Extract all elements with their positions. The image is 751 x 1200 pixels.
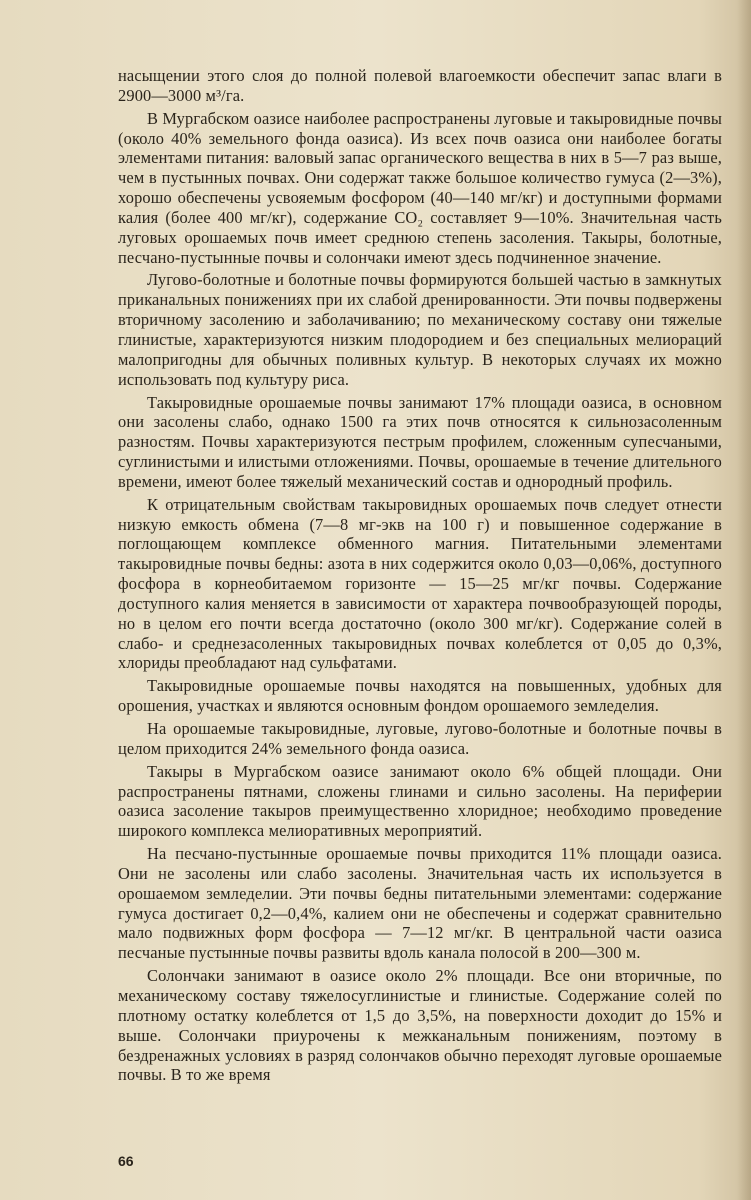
paragraph-9: На песчано-пустынные орошаемые почвы приходится 11% площади оазиса. Они не засолены или слабо засолены. Значительная часть их используется в орошаемом земледелии. Эти почвы бедны питательными элементами: содержание гумуса достигает 0,2—0,4%, калием они не обеспечены и содержат сравнительно мало подвижных форм фосфора — 7—12 мг/кг. В центральной части оазиса песчаные пустынные почвы развиты вдоль канала полосой в 200—300 м. bbox=[118, 844, 722, 963]
paragraph-6: Такыровидные орошаемые почвы находятся на повышенных, удобных для орошения, участках и являются основным фондом орошаемого земледелия. bbox=[118, 676, 722, 716]
page-edge-shadow bbox=[737, 0, 751, 1200]
paragraph-8: Такыры в Мургабском оазисе занимают около 6% общей площади. Они распространены пятнами, сложены глинами и сильно засолены. На периферии оазиса засоление такыров преимущественно хлоридное; необходимо проведение широкого комплекса мелиоративных мероприятий. bbox=[118, 761, 722, 841]
paragraph-7: На орошаемые такыровидные, луговые, лугово-болотные и болотные почвы в целом приходится 24% земельного фонда оазиса. bbox=[118, 719, 722, 758]
paragraph-3: Лугово-болотные и болотные почвы формируются большей частью в замкнутых приканальных понижениях при их слабой дренированности. Эти почвы подвержены вторичному засолению и заболачиванию; по механическому составу они тяжелые глинистые, характеризуются низким плодородием и без специальных мелиораций малопригодны для обычных поливных культур. В некоторых случаях их можно использовать под культуру риса. bbox=[118, 270, 722, 389]
paragraph-2: В Мургабском оазисе наиболее распространены луговые и такыровидные почвы (около 40% земельного фонда оазиса). Из всех почв оазиса они наиболее богаты элементами питания: валовый запас органического вещества в них в 5—7 раз выше, чем в пустынных почвах. Они содержат также большое количество гумуса (2—3%), хорошо обеспечены усвояемым фосфором (40—140 мг/кг) и доступными формами калия (более 400 мг/кг), содержание CO₂ составляет 9—10%. Значительная часть луговых орошаемых почв имеет среднюю степень засоления. Такыры, болотные, песчано-пустынные почвы и солончаки имеют здесь подчиненное значение. bbox=[118, 108, 722, 267]
paragraph-5: К отрицательным свойствам такыровидных орошаемых почв следует отнести низкую емкость обмена (7—8 мг-экв на 100 г) и повышенное содержание в поглощающем комплексе обменного магния. Питательными элементами такыровидные почвы бедны: азота в них содержится около 0,03—0,06%, доступного фосфора в корнеобитаемом горизонте — 15—25 мг/кг почвы. Содержание доступного калия меняется в зависимости от характера почвообразующей породы, но в целом его почти всегда достаточно (около 300 мг/кг). Содержание солей в слабо- и среднезасоленных такыровидных почвах колеблется от 0,05 до 0,3%, хлориды преобладают над сульфатами. bbox=[118, 494, 722, 673]
paragraph-10: Солончаки занимают в оазисе около 2% площади. Все они вторичные, по механическому составу тяжелосуглинистые и глинистые. Содержание солей по плотному остатку колеблется от 1,5 до 3,5%, на поверхности доходит до 15% и выше. Солончаки приурочены к межканальным понижениям, поэтому в бездренажных условиях в разряд солончаков обычно переходят луговые орошаемые почвы. В то же время bbox=[118, 966, 722, 1085]
page-text-block bbox=[118, 66, 722, 1085]
paragraph-1: насыщении этого слоя до полной полевой влагоемкости обеспечит запас влаги в 2900—3000 м³/га. bbox=[118, 66, 722, 105]
paragraph-4: Такыровидные орошаемые почвы занимают 17% площади оазиса, в основном они засолены слабо, однако 1500 га этих почв относятся к сильнозасоленным разностям. Почвы характеризуются пестрым профилем, сложенным супесчаными, суглинистыми и илистыми отложениями. Почвы, орошаемые в течение длительного времени, имеют более тяжелый механический состав и однородный профиль. bbox=[118, 392, 722, 491]
page-number: 66 bbox=[118, 1153, 134, 1169]
